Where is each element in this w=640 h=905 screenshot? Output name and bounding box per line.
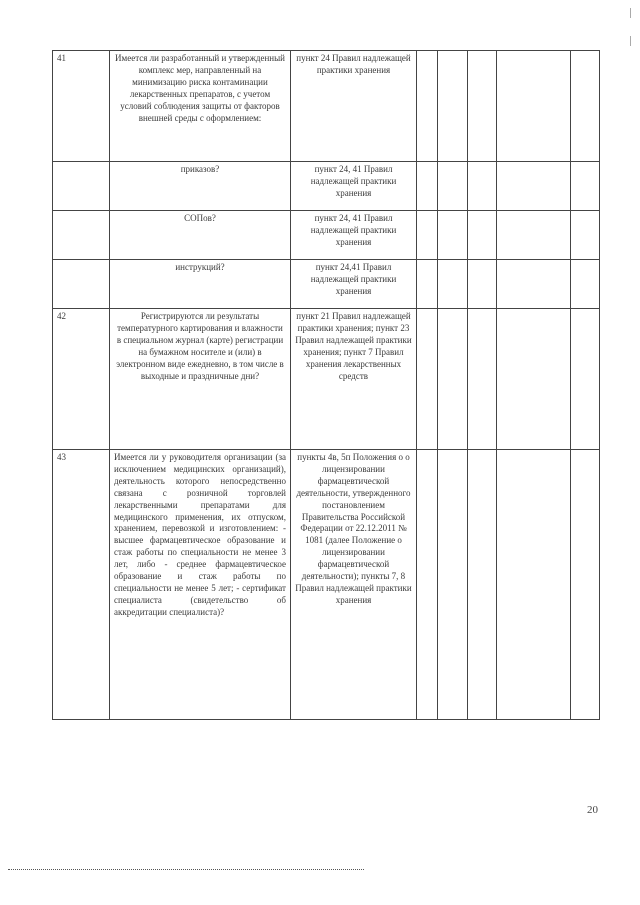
answer-cell — [417, 211, 438, 260]
question-cell: инструкций? — [110, 260, 291, 309]
question-cell: Регистрируются ли результаты температурного картирования и влажности в специальном журнал (карте) регистрации на бумажном носителе и (или) в электронном виде ежедневно, в том числе в выходные и праздничные дни? — [110, 309, 291, 450]
row-number — [53, 211, 110, 260]
page-number: 20 — [587, 804, 598, 816]
answer-cell — [417, 450, 438, 720]
reference-cell: пункты 4в, 5п Положения о о лицензировании фармацевтической деятельности, утвержденного постановлением Правительства Российской Федерации от 22.12.2011 № 1081 (далее Положение о лицензировании фармацевтической деятельности); пункты 7, 8 Правил надлежащей практики хранения — [291, 450, 417, 720]
checklist-table — [52, 50, 600, 720]
answer-cell — [438, 450, 468, 720]
reference-cell: пункт 21 Правил надлежащей практики хранения; пункт 23 Правил надлежащей практики хранения; пункт 7 Правил хранения лекарственных средств — [291, 309, 417, 450]
answer-cell — [571, 309, 600, 450]
answer-cell — [468, 309, 497, 450]
answer-cell — [417, 309, 438, 450]
answer-cell — [571, 51, 600, 162]
question-cell: Имеется ли разработанный и утвержденный комплекс мер, направленный на минимизацию риска контаминации лекарственных препаратов, с учетом условий соблюдения защиты от факторов внешней среды с оформлением: — [110, 51, 291, 162]
answer-cell — [438, 309, 468, 450]
answer-cell — [497, 309, 571, 450]
question-cell: Имеется ли у руководителя организации (за исключением медицинских организаций), деятельность которого непосредственно связана с розничной торговлей лекарственными препаратами для медицинского применения, их отпуском, хранением, перевозкой и изготовлением: - высшее фармацевтическое образование и стаж работы по специальности не менее 3 лет, либо - среднее фармацевтическое образование и стаж работы по специальности не менее 5 лет; - сертификат специалиста (свидетельство об аккредитации специалиста)? — [110, 450, 291, 720]
row-number: 41 — [53, 51, 110, 162]
answer-cell — [468, 260, 497, 309]
question-cell: СОПов? — [110, 211, 291, 260]
scan-edge-mark — [630, 36, 631, 46]
row-number — [53, 260, 110, 309]
table-row — [53, 211, 600, 260]
table-row — [53, 450, 600, 720]
reference-cell: пункт 24 Правил надлежащей практики хранения — [291, 51, 417, 162]
question-cell: приказов? — [110, 162, 291, 211]
scan-edge-mark — [630, 8, 631, 18]
answer-cell — [417, 260, 438, 309]
answer-cell — [468, 162, 497, 211]
answer-cell — [417, 51, 438, 162]
table-row — [53, 162, 600, 211]
table-row — [53, 260, 600, 309]
answer-cell — [468, 211, 497, 260]
row-number — [53, 162, 110, 211]
answer-cell — [571, 162, 600, 211]
scan-edge-line — [8, 869, 364, 870]
answer-cell — [571, 260, 600, 309]
answer-cell — [438, 51, 468, 162]
answer-cell — [571, 211, 600, 260]
answer-cell — [438, 260, 468, 309]
answer-cell — [438, 162, 468, 211]
answer-cell — [497, 450, 571, 720]
reference-cell: пункт 24, 41 Правил надлежащей практики хранения — [291, 162, 417, 211]
reference-cell: пункт 24,41 Правил надлежащей практики хранения — [291, 260, 417, 309]
answer-cell — [497, 162, 571, 211]
table-row — [53, 51, 600, 162]
reference-cell: пункт 24, 41 Правил надлежащей практики хранения — [291, 211, 417, 260]
answer-cell — [417, 162, 438, 211]
row-number: 43 — [53, 450, 110, 720]
answer-cell — [497, 51, 571, 162]
answer-cell — [571, 450, 600, 720]
answer-cell — [438, 211, 468, 260]
answer-cell — [497, 211, 571, 260]
answer-cell — [468, 450, 497, 720]
answer-cell — [497, 260, 571, 309]
answer-cell — [468, 51, 497, 162]
row-number: 42 — [53, 309, 110, 450]
table-row — [53, 309, 600, 450]
